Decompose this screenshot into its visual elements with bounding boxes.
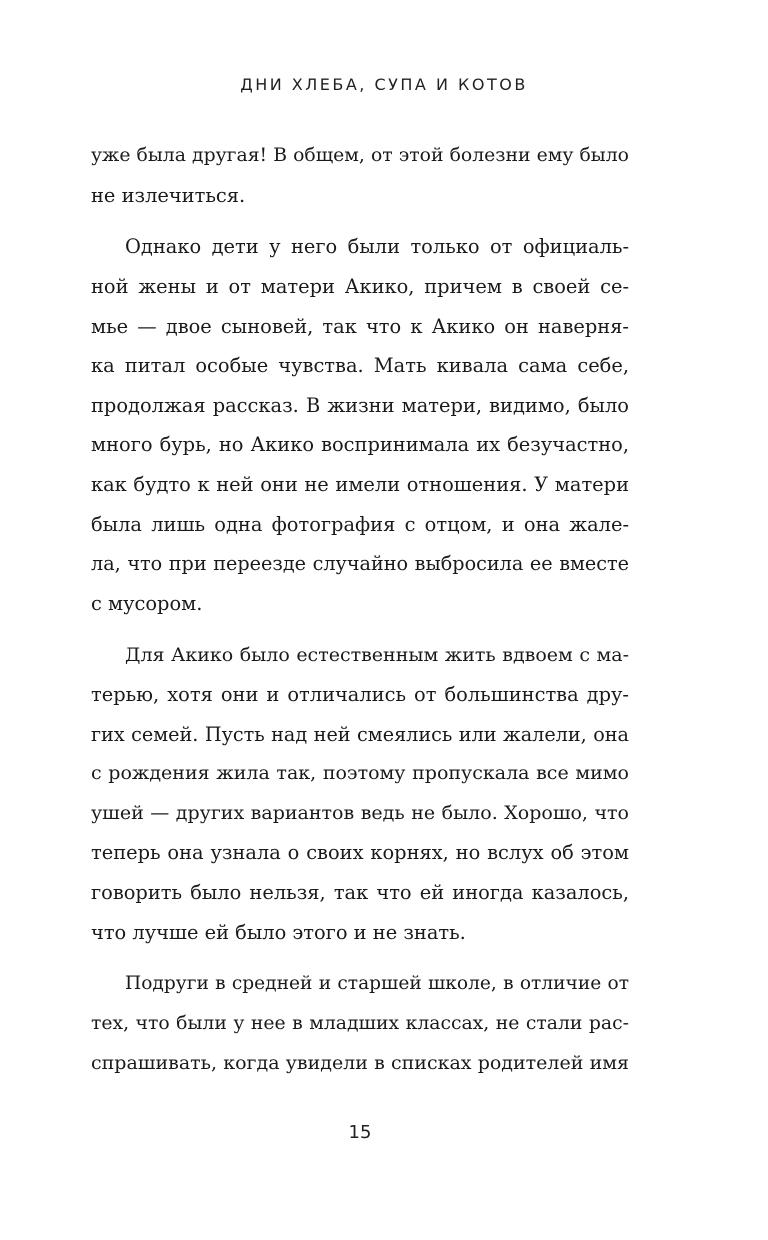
text-line: что лучше ей было этого и не знать. [91,920,466,944]
text-line: была лишь одна фотография с отцом, и она жале- [91,512,629,536]
text-line: Для Акико было естественным жить вдвоем с ма- [125,643,629,666]
text-line: не излечиться. [91,183,246,207]
paragraph [91,964,629,1083]
text-line: много бурь, но Акико воспринимала их безучастно, [91,433,629,457]
text-line: теперь она узнала о своих корнях, но вслух об этом [91,841,629,865]
running-title: ДНИ ХЛЕБА, СУПА И КОТОВ [240,75,528,94]
text-line: Подруги в средней и старшей школе, в отличие от [125,973,629,995]
text-line: терью, хотя они и отличались от большинства дру- [91,683,629,707]
text-line: ка питал особые чувства. Мать кивала сама себе, [91,354,629,378]
text-line: ла, что при переезде случайно выбросила ее вместе [91,552,629,576]
text-line: Однако дети у него были только от официаль- [125,235,629,259]
text-line: мье — двое сыновей, так что к Акико он наверня- [91,314,629,338]
text-line: гих семей. Пусть над ней смеялись или жалели, она [91,722,629,746]
paragraph [91,136,629,215]
text-line: говорить было нельзя, так что ей иногда казалось, [91,881,629,905]
paragraph [91,636,629,953]
text-line: ушей — других вариантов ведь не было. Хорошо, что [91,801,629,824]
text-line: ной жены и от матери Акико, причем в своей се- [91,274,629,298]
text-line: с рождения жила так, поэтому пропускала все мимо [91,762,629,785]
text-line: продолжая рассказ. В жизни матери, видимо, было [91,393,629,417]
paragraph [91,227,629,623]
text-line: уже была другая! В общем, от этой болезни ему было [91,145,629,166]
text-line: как будто к ней они не имели отношения. У матери [91,472,629,496]
text-line: с мусором. [91,591,203,615]
text-line: тех, что были у нее в младших классах, не стали рас- [91,1013,629,1035]
text-line: спрашивать, когда увидели в списках родителей имя [91,1051,629,1074]
body-text [91,136,629,1083]
page-number: 15 [348,1122,372,1143]
